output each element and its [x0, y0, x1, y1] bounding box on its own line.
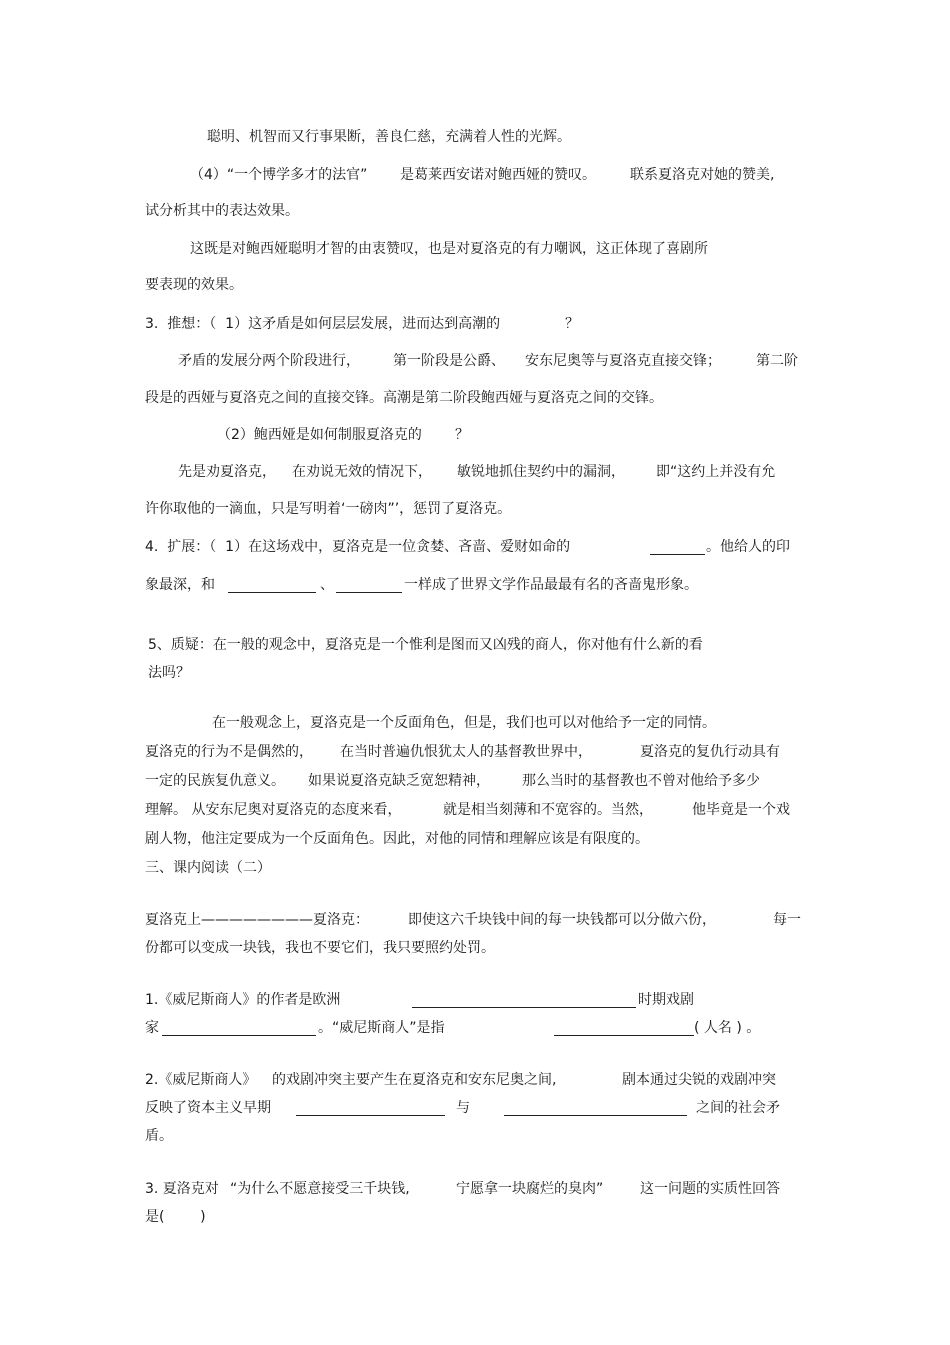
question-text: 宁愿拿一块腐烂的臭肉” [456, 1181, 604, 1197]
answer-text: 矛盾的发展分两个阶段进行， [178, 353, 360, 369]
answer-text: 如果说夏洛克缺乏宽恕精神， [308, 773, 490, 789]
question-text: 家 [145, 1020, 159, 1036]
answer-blank[interactable] [162, 1021, 316, 1036]
question-text: 这一问题的实质性回答 [640, 1181, 780, 1197]
question-text: 试分析其中的表达效果。 [145, 203, 299, 219]
answer-text: 先是劝夏洛克， [178, 464, 276, 480]
answer-text: 剧人物，他注定要成为一个反面角色。因此，对他的同情和理解应该是有限度的。 [145, 831, 649, 847]
answer-text: 安东尼奥等与夏洛克直接交锋； [525, 353, 721, 369]
question-text: 3. 夏洛克对 [145, 1181, 219, 1197]
answer-text: 在一般观念上，夏洛克是一个反面角色，但是，我们也可以对他给予一定的同情。 [212, 715, 716, 731]
answer-text: 这既是对鲍西娅聪明才智的由衷赞叹，也是对夏洛克的有力嘲讽，这正体现了喜剧所 [190, 241, 708, 257]
question-text: （4）“一个博学多才的法官” [190, 167, 368, 183]
answer-blank[interactable] [504, 1101, 687, 1116]
answer-text: 第二阶 [756, 353, 798, 369]
question-text: 剧本通过尖锐的戏剧冲突 [622, 1072, 776, 1088]
answer-text: 即“这约上并没有允 [656, 464, 776, 480]
question-text: 盾。 [145, 1128, 173, 1144]
answer-text: 理解。 从安东尼奥对夏洛克的态度来看， [145, 802, 402, 818]
question-text: 法吗？ [148, 665, 190, 681]
question-text: 一样成了世界文学作品最最有名的吝啬鬼形象。 [404, 577, 698, 593]
question-text: “为什么不愿意接受三千块钱, [230, 1181, 410, 1197]
question-text: 之间的社会矛 [696, 1100, 780, 1116]
answer-text: 要表现的效果。 [145, 277, 243, 293]
answer-blank[interactable] [336, 578, 402, 593]
answer-text: 敏锐地抓住契约中的漏洞， [457, 464, 625, 480]
answer-text: 段是的西娅与夏洛克之间的直接交锋。高潮是第二阶段鲍西娅与夏洛克之间的交锋。 [145, 390, 663, 406]
answer-text: 那么当时的基督教也不曾对他给予多少 [522, 773, 760, 789]
answer-blank[interactable] [296, 1101, 445, 1116]
question-text: ( 人名 ) 。 [694, 1020, 761, 1036]
question-text: （2）鲍西娅是如何制服夏洛克的 [217, 427, 422, 443]
answer-blank[interactable] [412, 993, 636, 1008]
answer-text: 许你取他的一滴血，只是写明着‘一磅肉”’，惩罚了夏洛克。 [145, 501, 512, 517]
text-line: 聪明、机智而又行事果断，善良仁慈，充满着人性的光辉。 [207, 129, 571, 145]
question-text: 的戏剧冲突主要产生在夏洛克和安东尼奥之间, [272, 1072, 557, 1088]
question-text: 、 [320, 577, 334, 593]
question-text: 1.《威尼斯商人》的作者是欧洲 [145, 992, 341, 1008]
reading-text: 即使这六千块钱中间的每一块钱都可以分做六份， [408, 912, 716, 928]
section-heading: 三、课内阅读（二） [145, 860, 271, 876]
answer-choice-blank[interactable]: 是( ) [145, 1209, 206, 1225]
question-text: 是葛莱西安诺对鲍西娅的赞叹。 [400, 167, 596, 183]
question-text: 2.《威尼斯商人》 [145, 1072, 257, 1088]
question-text: 与 [456, 1100, 470, 1116]
answer-text: 就是相当刻薄和不宽容的。当然， [443, 802, 653, 818]
question-text: 5、质疑：在一般的观念中，夏洛克是一个惟利是图而又凶残的商人，你对他有什么新的看 [148, 637, 703, 653]
answer-text: 夏洛克的复仇行动具有 [640, 744, 780, 760]
answer-blank[interactable] [228, 578, 316, 593]
answer-text: 在劝说无效的情况下， [292, 464, 432, 480]
question-text: 反映了资本主义早期 [145, 1100, 271, 1116]
reading-text: 份都可以变成一块钱，我也不要它们，我只要照约处罚。 [145, 940, 495, 956]
answer-text: 第一阶段是公爵、 [393, 353, 505, 369]
answer-text: 在当时普遍仇恨犹太人的基督教世界中， [340, 744, 592, 760]
question-text: 联系夏洛克对她的赞美, [630, 167, 775, 183]
answer-blank[interactable] [650, 540, 705, 555]
answer-blank[interactable] [554, 1021, 694, 1036]
reading-text: 每一 [773, 912, 801, 928]
question-text: ？ [455, 427, 469, 443]
question-text: 。他给人的印 [706, 539, 790, 555]
question-text: ？ [565, 316, 579, 332]
answer-text: 他毕竟是一个戏 [692, 802, 790, 818]
question-text: 4. 扩展：（ 1）在这场戏中，夏洛克是一位贪婪、吝啬、爱财如命的 [145, 539, 571, 555]
reading-text: 夏洛克上————————夏洛克： [145, 912, 369, 928]
question-text: 时期戏剧 [638, 992, 694, 1008]
question-text: 象最深，和 [145, 577, 215, 593]
question-text: 3. 推想：（ 1）这矛盾是如何层层发展，进而达到高潮的 [145, 316, 501, 332]
answer-text: 一定的民族复仇意义。 [145, 773, 285, 789]
question-text: 。“威尼斯商人”是指 [318, 1020, 445, 1036]
answer-text: 夏洛克的行为不是偶然的， [145, 744, 313, 760]
